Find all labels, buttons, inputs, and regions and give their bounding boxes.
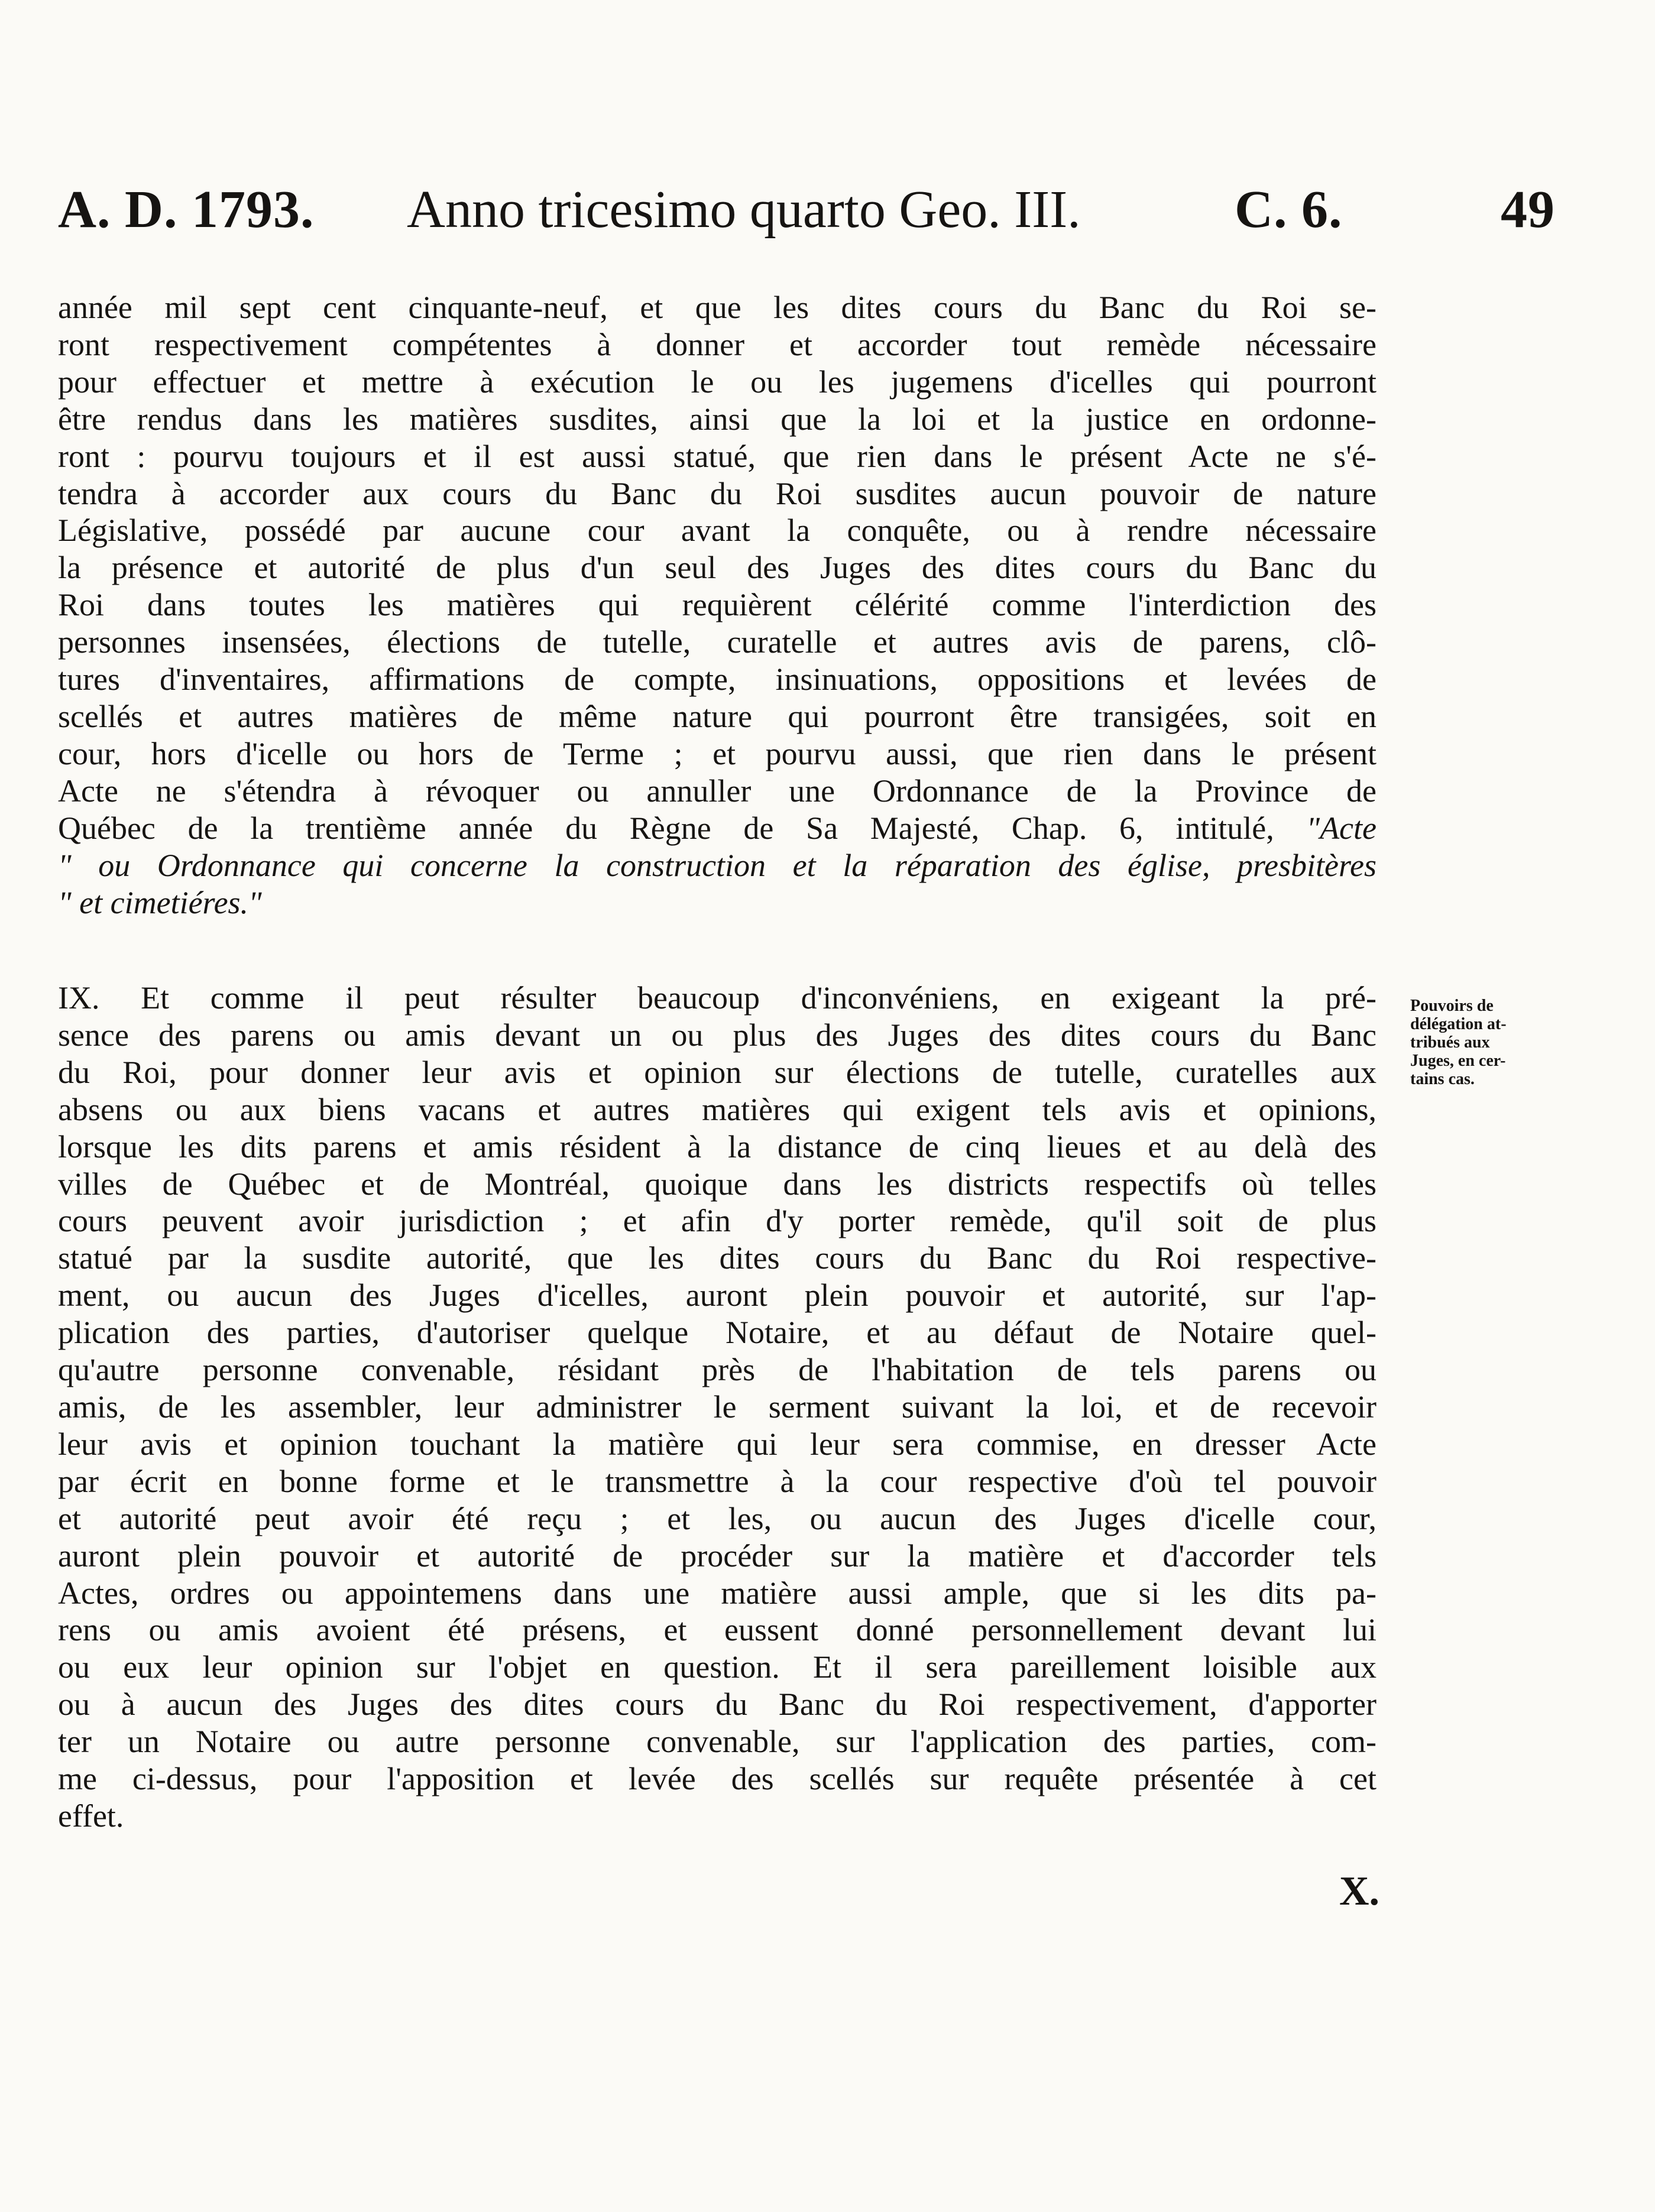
text-line: la présence et autorité de plus d'un seul des Juges des dites cours du Banc du [58,550,1377,586]
text-line: ter un Notaire ou autre personne convenable, sur l'application des parties, com- [58,1724,1377,1760]
quoted-title-start: "Acte [1306,810,1377,846]
text-line: ment, ou aucun des Juges d'icelles, auront plein pouvoir et autorité, sur l'ap- [58,1277,1377,1313]
text-line: ront respectivement compétentes à donner et accorder tout remède nécessaire [58,326,1377,362]
catchword: X. [1339,1869,1380,1914]
text-line: Acte ne s'étendra à révoquer ou annuller une Ordonnance de la Province de [58,773,1377,809]
text-line: pour effectuer et mettre à exécution le ou les jugemens d'icelles qui pourront [58,364,1377,400]
margin-note-line: tains cas. [1410,1070,1475,1088]
text-line: absens ou aux biens vacans et autres matières qui exigent tels avis et opinions, [58,1091,1377,1127]
marginal-note [1410,997,1582,1088]
text-line: effet. [58,1798,124,1834]
text-segment: Québec de la trentième année du Règne de Sa Majesté, Chap. 6, intitulé, [58,810,1274,846]
text-line: par écrit en bonne forme et le transmettre à la cour respective d'où tel pouvoir [58,1463,1377,1499]
text-line: Actes, ordres ou appointemens dans une matière aussi ample, que si les dits pa- [58,1575,1377,1611]
paragraph-continued [58,289,1377,921]
text-line: auront plein pouvoir et autorité de procéder sur la matière et d'accorder tels [58,1538,1377,1574]
text-line: plication des parties, d'autoriser quelque Notaire, et au défaut de Notaire quel- [58,1315,1377,1351]
text-line: leur avis et opinion touchant la matière qui leur sera commise, en dresser Acte [58,1426,1377,1462]
text-line: amis, de les assembler, leur administrer le serment suivant la loi, et de recevoir [58,1389,1377,1425]
margin-note-line: Juges, en cer- [1410,1052,1506,1070]
text-line: année mil sept cent cinquante-neuf, et que les dites cours du Banc du Roi se- [58,290,1377,325]
text-line: être rendus dans les matières susdites, ainsi que la loi et la justice en ordonne- [58,401,1377,437]
text-line: personnes insensées, élections de tutelle, curatelle et autres avis de parens, clô- [58,624,1377,660]
text-line: scellés et autres matières de même nature qui pourront être transigées, soit en [58,698,1377,734]
text-line: du Roi, pour donner leur avis et opinion sur élections de tutelle, curatelles aux [58,1054,1377,1090]
text-line-with-quote [58,810,1377,847]
page-number: 49 [1501,180,1555,239]
text-line: qu'autre personne convenable, résidant près de l'habitation de tels parens ou [58,1352,1377,1388]
text-line: Législative, possédé par aucune cour avant la conquête, ou à rendre nécessaire [58,513,1377,549]
header-year: A. D. 1793. [58,180,315,239]
text-line: ront : pourvu toujours et il est aussi statué, que rien dans le présent Acte ne s'é- [58,438,1377,474]
text-line: statué par la susdite autorité, que les dites cours du Banc du Roi respective- [58,1240,1377,1276]
text-line: tendra à accorder aux cours du Banc du Roi susdites aucun pouvoir de nature [58,475,1377,511]
text-line: rens ou amis avoient été présens, et eussent donné personnellement devant lui [58,1612,1377,1648]
text-line: Roi dans toutes les matières qui requièrent célérité comme l'interdiction des [58,587,1377,623]
paragraph-ix [58,979,1377,1835]
quoted-title-line: " et cimetiéres." [58,884,262,920]
text-line: sence des parens ou amis devant un ou plus des Juges des dites cours du Banc [58,1017,1377,1053]
margin-note-line: Pouvoirs de [1410,997,1494,1015]
running-header [58,168,1572,251]
text-line: cours peuvent avoir jurisdiction ; et afin d'y porter remède, qu'il soit de plus [58,1203,1377,1239]
quoted-title-line: " ou Ordonnance qui concerne la construction et la réparation des église, presbitères [58,847,1377,883]
margin-note-line: délégation at- [1410,1015,1507,1033]
margin-note-line: tribués aux [1410,1033,1490,1052]
text-line: ou eux leur opinion sur l'objet en question. Et il sera pareillement loisible aux [58,1649,1377,1685]
header-title: Anno tricesimo quarto Geo. III. [407,180,1081,239]
text-line: tures d'inventaires, affirmations de compte, insinuations, oppositions et levées de [58,661,1377,698]
text-line: me ci-dessus, pour l'apposition et levée des scellés sur requête présentée à cet [58,1761,1377,1797]
text-line: et autorité peut avoir été reçu ; et les, ou aucun des Juges d'icelle cour, [58,1500,1377,1536]
text-line: IX. Et comme il peut résulter beaucoup d'inconvéniens, en exigeant la pré- [58,980,1377,1016]
text-line: lorsque les dits parens et amis résident à la distance de cinq lieues et au delà des [58,1128,1377,1165]
text-line: villes de Québec et de Montréal, quoique dans les districts respectifs où telles [58,1166,1377,1202]
text-line: cour, hors d'icelle ou hors de Terme ; et pourvu aussi, que rien dans le présent [58,735,1377,771]
text-line: ou à aucun des Juges des dites cours du Banc du Roi respectivement, d'apporter [58,1686,1377,1723]
header-chapter: C. 6. [1235,180,1343,239]
